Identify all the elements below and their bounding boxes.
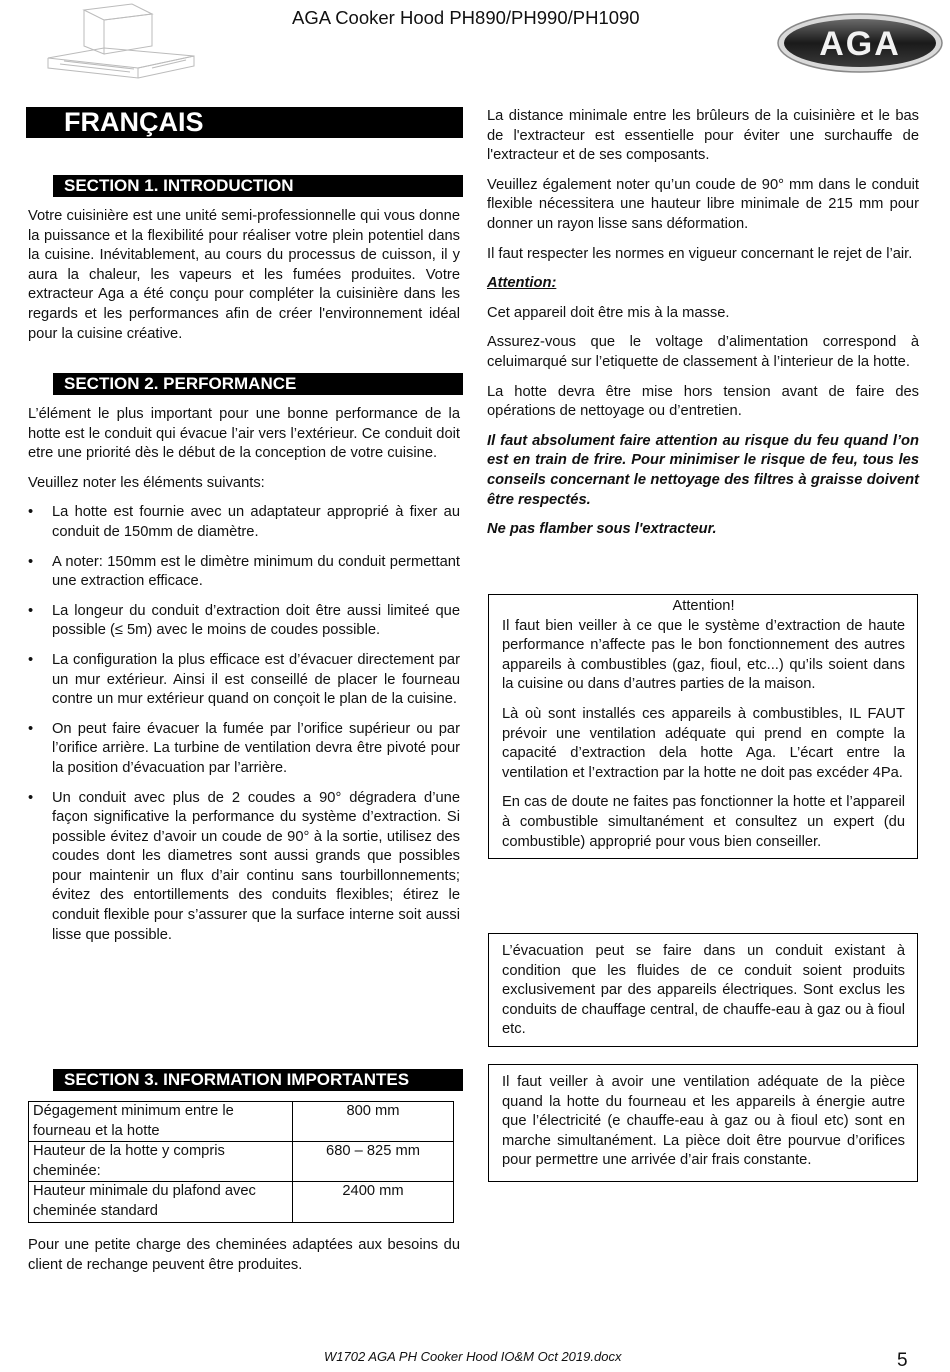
fire-warning: Il faut absolument faire attention au risque du feu quand l’on est en train de frire. Pour minimiser le risque de feu, tous les conseils concernant le nettoyage des filtres à graisse doivent être respectés. [487,432,919,508]
bullet-icon: • [28,720,34,737]
section1-heading: SECTION 1. INTRODUCTION [53,175,463,197]
list-item [28,651,460,710]
earthing-paragraph: Cet appareil doit être mis à la masse. [487,304,730,321]
table-cell-value: 2400 mm [293,1182,454,1222]
svg-text:AGA: AGA [819,25,901,63]
right-column-text [487,107,919,550]
list-item [28,503,460,542]
voltage-paragraph: Assurez-vous que le voltage d’alimentation correspond à celuimarqué sur l’etiquette de classement à l’interieur de la hotte. [487,334,919,370]
bend-paragraph: Veuillez également noter qu’un coude de 90° mm dans le conduit flexible nécessitera une hauteur libre minimale de 215 mm pour donner un rayon lisse sans déformation. [487,176,919,232]
list-item [28,720,460,779]
section2-heading: SECTION 2. PERFORMANCE [53,373,463,395]
no-flambe-warning: Ne pas flamber sous l'extracteur. [487,521,717,538]
table-cell-label: Dégagement minimum entre le fourneau et la hotte [29,1102,293,1142]
attention-box-paragraph: Là où sont installés ces appareils à combustibles, IL FAUT prévoir une ventilation adéquate qui prend en compte la capacité d’extraction dela hotte Aga. L’écart entre la ventilation et l’extraction par la hotte ne doit pas excéder 4Pa. [502,705,905,781]
section2-lead: Veuillez noter les éléments suivants: [28,474,265,491]
bullet-icon: • [28,504,34,521]
list-item-text: A noter: 150mm est le dimètre minimum du conduit permettant une extraction efficace. [52,553,460,590]
attention-box-heading: Attention! [672,598,735,614]
regulations-paragraph: Il faut respecter les normes en vigueur concernant le rejet de l’air. [487,245,913,262]
attention-box-paragraph: En cas de doute ne faites pas fonctionner la hotte et l’appareil à combustible simultanément et consultez un expert (du combustible) approprié pour vous bien conseiller. [502,794,905,850]
cooker-hood-illustration [40,2,200,84]
bullet-icon: • [28,553,34,570]
attention-box-paragraph: Il faut bien veiller à ce que le système d’extraction de haute performance n’affecte pas le bon fonctionnement des autres appareils à combustibles (gaz, fioul, etc...) qu’ils soient dans la cuisine ou dans d’autres parties de la maison. [502,617,905,693]
table-row [29,1102,454,1142]
table-cell-label: Hauteur minimale du plafond avec cheminée standard [29,1182,293,1222]
attention-box [488,594,918,859]
list-item-text: On peut faire évacuer la fumée par l’orifice supérieur ou par l’orifice arrière. La turbine de ventilation devra être pivoté pour la position d’évacuation par l’arrière. [52,720,460,776]
table-row [29,1182,454,1222]
bullet-icon: • [28,651,34,668]
section1-paragraph: Votre cuisinière est une unité semi-professionnelle qui vous donne la puissance et la flexibilité pour réaliser votre plein potentiel dans la cuisine. Inévitablement, au cours du processus de cuisson, il y aura la chaleur, les vapeurs et les fumées produites. Votre extracteur Aga a été conçu pour compléter la cuisinière dans les regards et les performances afin de créer l'environnement idéal pour la cuisine créative. [28,208,460,342]
table-cell-label: Hauteur de la hotte y compris cheminée: [29,1142,293,1182]
document-reference: W1702 AGA PH Cooker Hood IO&M Oct 2019.docx [324,1349,622,1364]
section3-note: Pour une petite charge des cheminées adaptées aux besoins du client de rechange peuvent être produites. [28,1237,460,1273]
ventilation-box [488,1064,918,1182]
list-item-text: La hotte est fournie avec un adaptateur approprié à fixer au conduit de 150mm de diamètre. [52,504,460,540]
maintenance-paragraph: La hotte devra être mise hors tension avant de faire des opérations de nettoyage ou d’entretien. [487,383,919,420]
list-item-text: La configuration la plus efficace est d’évacuer directement par un mur extérieur. Ainsi il est conseillé de placer le fourneau contre un mur extérieur quand on conçoit le plan de la cuisine. [52,651,460,708]
list-item [28,602,460,641]
table-cell-value: 680 – 825 mm [293,1142,454,1182]
table-cell-value: 800 mm [293,1102,454,1142]
bullet-icon: • [28,602,34,619]
list-item-text: Un conduit avec plus de 2 coudes a 90° dégradera d’une façon significative la performance du système d’extraction. Si possible évitez d’avoir un coude de 90° à la sortie, utilisez des coudes dont les diametres sont aussi grands que possibles pour maintenir un flux d’air continu sans tourbillonnements; évitez des entortillements des conduits flexibles; étirez le conduit flexible pour s’assurer que la surface interne soit aussi lisse que possible. [52,789,460,943]
exhaust-duct-box [488,933,918,1047]
section3-heading: SECTION 3. INFORMATION IMPORTANTES [53,1069,463,1091]
table-row [29,1142,454,1182]
specifications-table [28,1101,454,1223]
aga-logo [776,12,944,74]
exhaust-duct-paragraph: L’évacuation peut se faire dans un conduit existant à condition que les fluides de ce conduit soient produits exclusivement par des appareils électriques. Sont exclus les conduits de chauffage central, de chauffe-eau à gaz ou à fioul etc. [502,943,905,1038]
section2-bullet-list [28,503,460,945]
page-number: 5 [897,1350,908,1371]
clearance-paragraph: La distance minimale entre les brûleurs de la cuisinière et le bas de l'extracteur est essentielle pour éviter une surchauffe de l'extracteur et de ses composants. [487,108,919,164]
attention-label: Attention: [487,275,557,292]
bullet-icon: • [28,789,34,806]
list-item [28,789,460,946]
ventilation-paragraph: Il faut veiller à avoir une ventilation adéquate de la pièce quand la hotte du fourneau et les appareils à énergie autre que l’électricité (e chauffe-eau à gaz ou à fioul etc) sont en marche simultanément. La pièce doit être pourvue d’orifices pour permettre une arrivée d’air frais constante. [502,1074,905,1169]
section1-body [28,207,460,354]
section2-body [28,405,460,955]
document-title: AGA Cooker Hood PH890/PH990/PH1090 [292,7,640,28]
language-heading: FRANÇAIS [26,107,463,138]
list-item-text: La longeur du conduit d’extraction doit être aussi limiteé que possible (≤ 5m) avec le moins de coudes possible. [52,602,460,639]
section2-intro: L’élément le plus important pour une bonne performance de la hotte est le conduit qui évacue l’air vers l’extérieur. Ce conduit doit etre une priorité dès le début de la conception de votre cuisine. [28,406,460,462]
list-item [28,553,460,592]
